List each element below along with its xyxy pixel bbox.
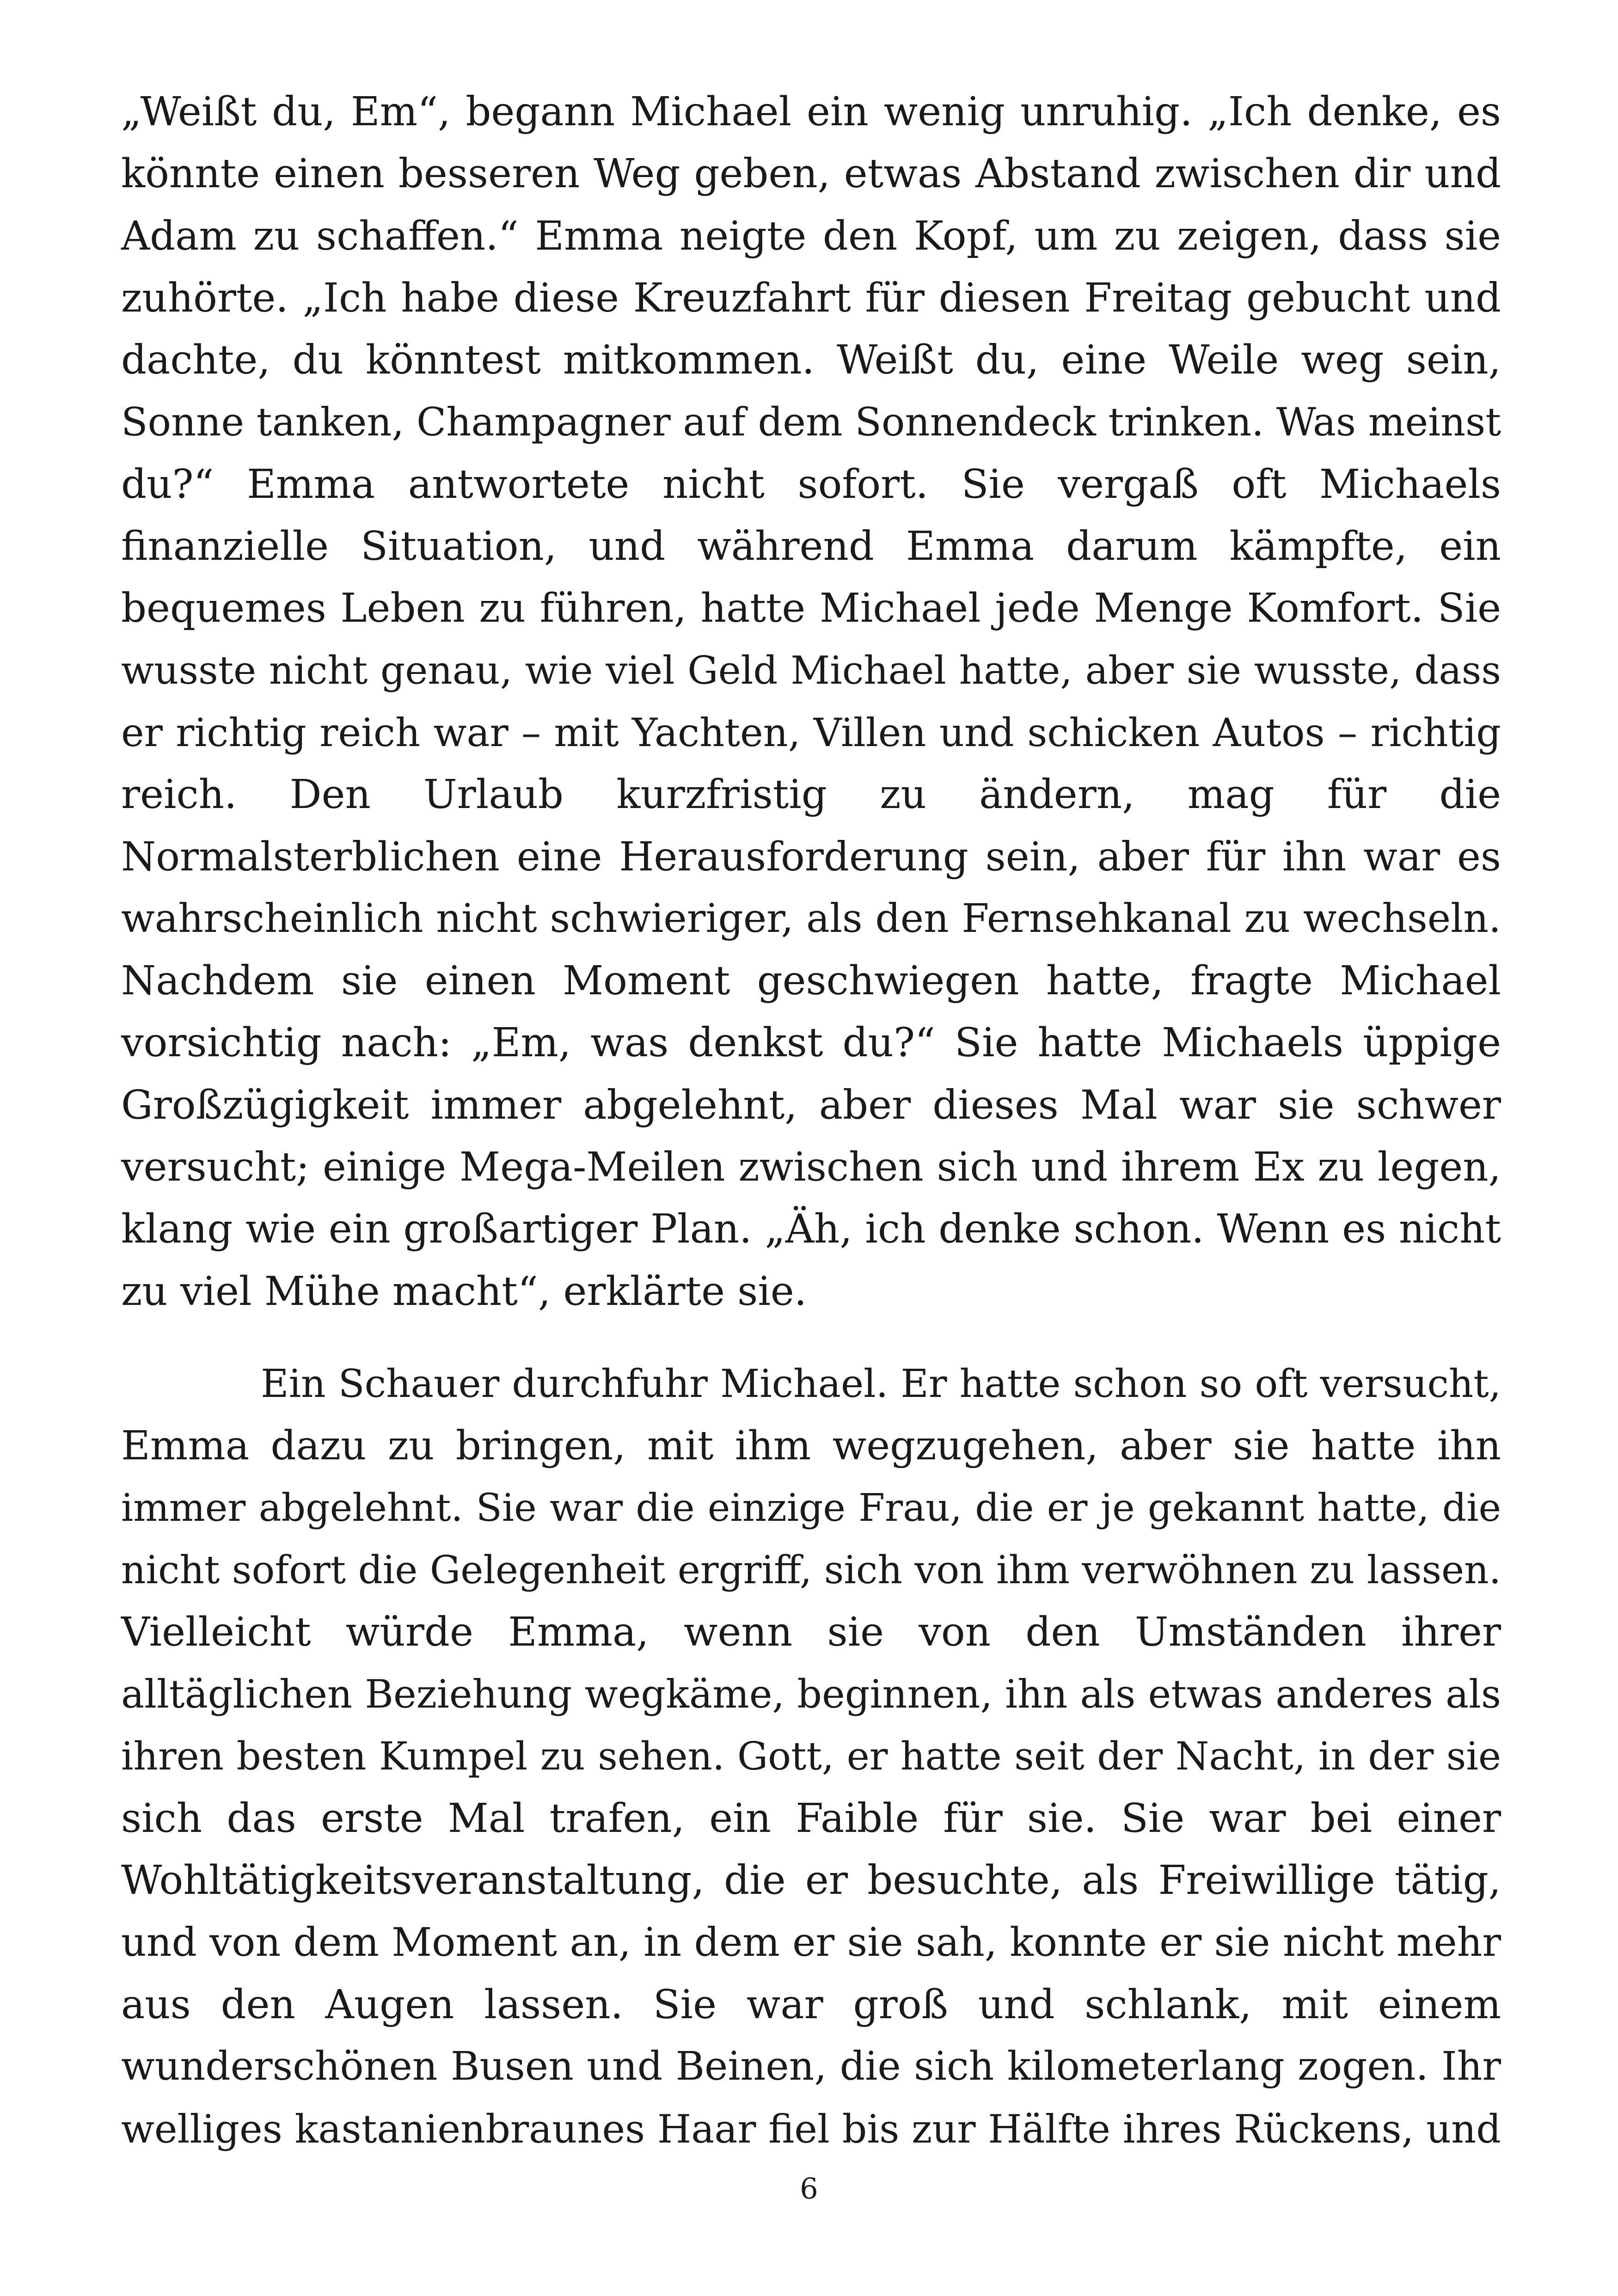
text-line: welliges kastanienbraunes Haar fiel bis zur Hälfte ihres Rückens, und [121, 2106, 1501, 2152]
text-line: wusste nicht genau, wie viel Geld Michael hatte, aber sie wusste, dass [121, 648, 1501, 693]
text-line: versucht; einige Mega-Meilen zwischen sich und ihrem Ex zu legen, [121, 1144, 1501, 1191]
text-line: nicht sofort die Gelegenheit ergriff, sich von ihm verwöhnen zu lassen. [121, 1547, 1501, 1592]
text-line: Normalsterblichen eine Herausforderung sein, aber für ihn war es [121, 833, 1501, 880]
text-line: wahrscheinlich nicht schwieriger, als den Fernsehkanal zu wechseln. [121, 895, 1501, 942]
text-line: Adam zu schaffen.“ Emma neigte den Kopf, um zu zeigen, dass sie [121, 213, 1501, 259]
text-line: zu viel Mühe macht“, erklärte sie. [121, 1268, 807, 1315]
text-line: Nachdem sie einen Moment geschwiegen hatte, fragte Michael [121, 958, 1501, 1004]
body-text [121, 81, 1501, 2160]
text-line: er richtig reich war – mit Yachten, Villen und schicken Autos – richtig [121, 710, 1501, 755]
text-line: zuhörte. „Ich habe diese Kreuzfahrt für diesen Freitag gebucht und [121, 275, 1501, 321]
text-line: du?“ Emma antwortete nicht sofort. Sie vergaß oft Michaels [121, 461, 1501, 508]
text-line: reich. Den Urlaub kurzfristig zu ändern, mag für die [121, 771, 1501, 818]
text-line: „Weißt du, Em“, begann Michael ein wenig unruhig. „Ich denke, es [121, 89, 1501, 135]
text-line: Ein Schauer durchfuhr Michael. Er hatte schon so oft versucht, [261, 1361, 1501, 1406]
text-line: bequemes Leben zu führen, hatte Michael jede Menge Komfort. Sie [121, 585, 1501, 632]
text-line: wunderschönen Busen und Beinen, die sich kilometerlang zogen. Ihr [121, 2044, 1501, 2090]
text-line: dachte, du könntest mitkommen. Weißt du, eine Weile weg sein, [121, 337, 1501, 384]
text-line: Wohltätigkeitsveranstaltung, die er besuchte, als Freiwillige tätig, [121, 1857, 1501, 1904]
text-line: Emma dazu zu bringen, mit ihm wegzugehen, aber sie hatte ihn [121, 1423, 1501, 1469]
text-line: immer abgelehnt. Sie war die einzige Frau, die er je gekannt hatte, die [121, 1486, 1501, 1530]
text-line: ihren besten Kumpel zu sehen. Gott, er hatte seit der Nacht, in der sie [121, 1733, 1501, 1779]
text-line: aus den Augen lassen. Sie war groß und schlank, mit einem [121, 1981, 1501, 2028]
text-line: finanzielle Situation, und während Emma darum kämpfte, ein [121, 523, 1501, 570]
text-line: sich das erste Mal trafen, ein Faible für sie. Sie war bei einer [121, 1795, 1501, 1842]
text-line: könnte einen besseren Weg geben, etwas Abstand zwischen dir und [121, 151, 1501, 197]
text-line: und von dem Moment an, in dem er sie sah, konnte er sie nicht mehr [121, 1919, 1501, 1965]
text-line: Großzügigkeit immer abgelehnt, aber dieses Mal war sie schwer [121, 1082, 1501, 1128]
paragraph-gap [121, 1322, 1501, 1353]
page-number: 6 [800, 2172, 818, 2205]
text-line: Sonne tanken, Champagner auf dem Sonnendeck trinken. Was meinst [121, 399, 1501, 445]
paragraph [121, 81, 1501, 1322]
text-line: Vielleicht würde Emma, wenn sie von den Umständen ihrer [121, 1609, 1501, 1656]
text-line: klang wie ein großartiger Plan. „Äh, ich denke schon. Wenn es nicht [121, 1206, 1501, 1253]
paragraph [121, 1353, 1501, 2160]
text-line: alltäglichen Beziehung wegkäme, beginnen, ihn als etwas anderes als [121, 1671, 1501, 1717]
text-line: vorsichtig nach: „Em, was denkst du?“ Sie hatte Michaels üppige [121, 1020, 1501, 1066]
